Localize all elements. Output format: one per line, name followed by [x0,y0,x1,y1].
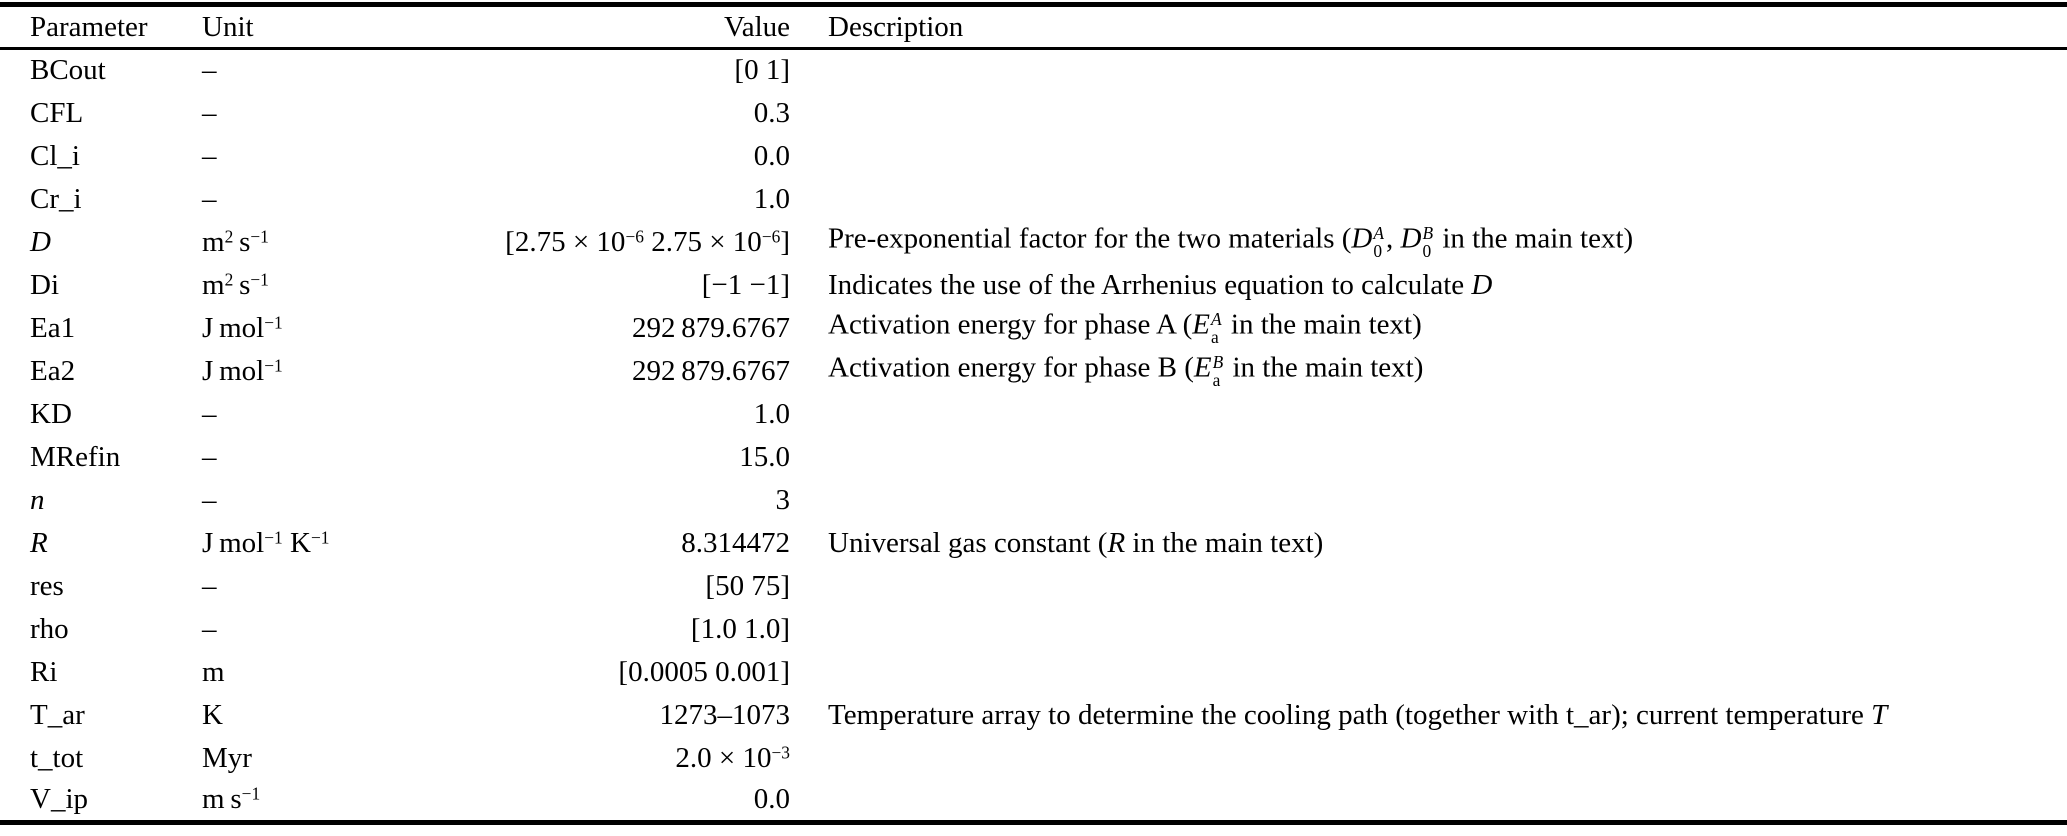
unit-cell: K [202,698,223,731]
table-row-cl-i [0,135,2067,178]
description-cell [790,565,2067,608]
table-row-ea1 [0,307,2067,350]
unit-cell: – [202,139,217,172]
value-cell: $2.0 \times 10^{-3}$ [675,741,790,774]
table-row-d [0,221,2067,264]
value-cell: 0.3 [753,96,790,129]
unit-cell: – [202,182,217,215]
unit-cell: – [202,612,217,645]
table-row-di [0,264,2067,307]
table-row-v-ip [0,780,2067,823]
unit-cell: Myr [202,741,252,774]
unit-cell: – [202,569,217,602]
parameter-cell: Ea1 [30,311,76,344]
table-row-res [0,565,2067,608]
description-cell [790,92,2067,135]
description-cell [790,436,2067,479]
parameter-cell: Cr_i [30,182,82,215]
description-cell: Temperature array to determine the cooling path (together with t_ar); current temperature T [828,698,1888,731]
parameter-cell: Cl_i [30,139,80,172]
table-row-n [0,479,2067,522]
value-cell: 1273–1073 [659,698,790,731]
table-row-t-ar [0,694,2067,737]
parameter-cell: res [30,569,64,602]
description-cell: Activation energy for phase B (E B a in the main text) [828,351,1424,390]
unit-cell: – [202,54,217,87]
description-cell: Indicates the use of the Arrhenius equation to calculate D [828,268,1493,301]
table-row-mrefin [0,436,2067,479]
description-cell [790,608,2067,651]
table-row-bcout [0,49,2067,92]
parameter-cell: CFL [30,96,84,129]
parameter-cell: R [30,526,48,559]
value-cell: 1.0 [753,397,790,430]
parameter-cell: D [30,225,51,258]
description-cell [790,135,2067,178]
value-cell: 8.314472 [681,526,790,559]
value-cell: 0.0 [753,139,790,172]
parameter-cell: t_tot [30,741,84,774]
description-cell [790,651,2067,694]
header-value: Value [723,10,790,43]
table-row-ri [0,651,2067,694]
value-cell: 292 879.6767 [631,311,790,344]
parameter-table [0,2,2067,825]
table-row-cr-i [0,178,2067,221]
table-row-ea2 [0,350,2067,393]
value-cell: 3 [775,483,790,516]
value-cell: 15.0 [739,440,790,473]
description-cell [790,49,2067,92]
description-cell [790,479,2067,522]
header-parameter: Parameter [30,10,148,43]
table-row-kd [0,393,2067,436]
description-cell [790,780,2067,823]
parameter-cell: KD [30,397,72,430]
unit-cell: $m^2$ $s^{-1}$ [202,225,269,258]
unit-cell: – [202,96,217,129]
value-cell: [$2.75 \times 10^{-6}$ $2.75 \times 10^{-6}$] [505,225,790,258]
unit-cell: J mol$^{-1}$ [202,311,283,344]
unit-cell: $m^2$ $s^{-1}$ [202,268,269,301]
description-cell: Activation energy for phase A (E A a in the main text) [828,308,1422,347]
description-cell: Universal gas constant (R in the main text) [828,526,1324,559]
parameter-cell: Ea2 [30,354,76,387]
header-row [0,5,2067,49]
unit-cell: – [202,440,217,473]
unit-cell: – [202,397,217,430]
header-description: Description [828,10,964,43]
table-row-rho [0,608,2067,651]
parameter-cell: T_ar [30,698,85,731]
value-cell: 0.0 [753,783,790,816]
value-cell: [0 1] [734,54,790,87]
value-cell: [−1 −1] [701,268,790,301]
table-row-t-tot [0,737,2067,780]
value-cell: [1.0 1.0] [690,612,790,645]
table-row-r [0,522,2067,565]
parameter-cell: Ri [30,655,58,688]
value-cell: 292 879.6767 [631,354,790,387]
unit-cell: m [202,655,225,688]
description-cell [790,737,2067,780]
parameter-cell: n [30,483,45,516]
description-cell [790,393,2067,436]
description-cell: Pre-exponential factor for the two materials (D A 0 , D B 0 in the main text) [828,222,1634,261]
parameter-cell: MRefin [30,440,121,473]
value-cell: 1.0 [753,182,790,215]
paper-parameter-table-page [0,2,2067,836]
parameter-cell: rho [30,612,69,645]
unit-cell: m $s^{-1}$ [202,783,261,816]
unit-cell: J mol$^{-1}$ [202,354,283,387]
parameter-cell: V_ip [30,783,88,816]
unit-cell: – [202,483,217,516]
value-cell: [50 75] [705,569,790,602]
unit-cell: J mol$^{-1}$ $K^{-1}$ [202,526,330,559]
table-body [0,49,2067,823]
table-header [0,5,2067,49]
value-cell: [0.0005 0.001] [618,655,790,688]
parameter-cell: Di [30,268,59,301]
table-row-cfl [0,92,2067,135]
header-unit: Unit [202,10,254,43]
parameter-cell: BCout [30,54,106,87]
description-cell [790,178,2067,221]
